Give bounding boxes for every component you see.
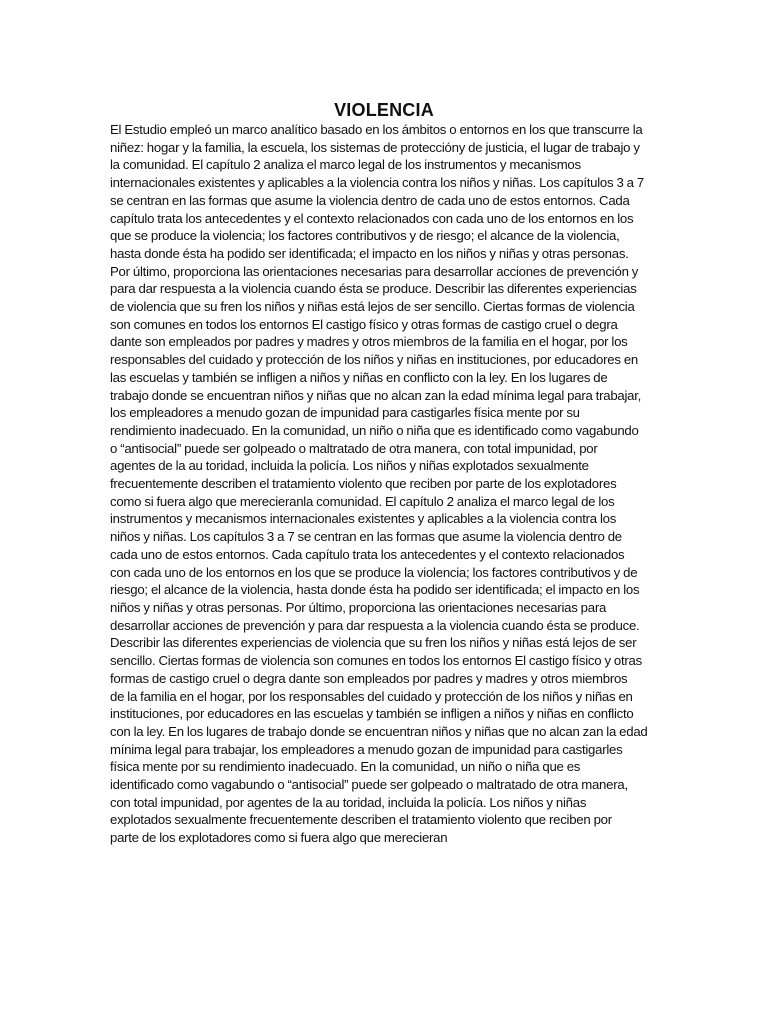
text-line: riesgo; el alcance de la violencia, hasta donde ésta ha podido ser identificada; el impacto en los <box>110 582 640 598</box>
body-paragraph <box>110 121 662 847</box>
text-line: Por último, proporciona las orientaciones necesarias para desarrollar acciones de prevención y <box>110 263 639 279</box>
text-line: frecuentemente describen el tratamiento violento que reciben por parte de los explotadores <box>110 476 617 492</box>
text-line: parte de los explotadores como si fuera algo que merecieran <box>110 830 448 846</box>
text-line: la comunidad. El capítulo 2 analiza el marco legal de los instrumentos y mecanismos <box>110 157 581 173</box>
text-line: como si fuera algo que merecieranla comunidad. El capítulo 2 analiza el marco legal de los <box>110 493 615 509</box>
text-line: son comunes en todos los entornos El castigo físico y otras formas de castigo cruel o degra <box>110 316 618 332</box>
text-line: que se produce la violencia; los factores contributivos y de riesgo; el alcance de la violencia, <box>110 228 620 244</box>
text-line: formas de castigo cruel o degra dante son empleados por padres y madres y otros miembros <box>110 670 628 686</box>
page-title: VIOLENCIA <box>334 100 434 121</box>
text-line: El Estudio empleó un marco analítico basado en los ámbitos o entornos en los que transcurre la <box>110 122 643 137</box>
text-line: instrumentos y mecanismos internacionales existentes y aplicables a la violencia contra los <box>110 511 617 527</box>
text-line: niños y niñas. Los capítulos 3 a 7 se centran en las formas que asume la violencia dentro de <box>110 529 622 545</box>
text-line: con cada uno de los entornos en los que se produce la violencia; los factores contributivos y de <box>110 564 638 580</box>
text-line: niñez: hogar y la familia, la escuela, los sistemas de protecciónу de justicia, el lugar de trabajo y <box>110 139 640 155</box>
text-line: sencillo. Ciertas formas de violencia son comunes en todos los entornos El castigo físico y otras <box>110 653 642 669</box>
text-line: identificado como vagabundo o “antisocial” puede ser golpeado o maltratado de otra manera, <box>110 777 628 793</box>
text-line: física mente por su rendimiento inadecuado. En la comunidad, un niño o niña que es <box>110 759 581 775</box>
text-line: explotados sexualmente frecuentemente describen el tratamiento violento que reciben por <box>110 812 612 828</box>
text-line: dante son empleados por padres y madres y otros miembros de la familia en el hogar, por los <box>110 334 628 350</box>
text-line: hasta donde ésta ha podido ser identificada; el impacto en los niños y niñas y otras personas. <box>110 245 629 261</box>
text-line: agentes de la au toridad, incluida la policía. Los niños y niñas explotados sexualmente <box>110 458 589 474</box>
text-line: se centran en las formas que asume la violencia dentro de cada uno de estos entornos. Cada <box>110 192 630 208</box>
text-line: trabajo donde se encuentran niños y niñas que no alcan zan la edad mínima legal para trabajar, <box>110 387 642 403</box>
text-line: mínima legal para trabajar, los empleadores a menudo gozan de impunidad para castigarles <box>110 741 623 757</box>
text-line: cada uno de estos entornos. Cada capítulo trata los antecedentes y el contexto relacionados <box>110 546 625 562</box>
text-line: rendimiento inadecuado. En la comunidad, un niño o niña que es identificado como vagabundo <box>110 422 639 438</box>
text-line: para dar respuesta a la violencia cuando ésta se produce. Describir las diferentes experiencias <box>110 281 637 297</box>
text-line: instituciones, por educadores en las escuelas y también se infligen a niños y niñas en conflicto <box>110 706 634 722</box>
text-line: las escuelas y también se infligen a niños y niñas en conflicto con la ley. En los lugares de <box>110 369 608 385</box>
text-line: con la ley. En los lugares de trabajo donde se encuentran niños y niñas que no alcan zan la edad <box>110 723 648 739</box>
text-line: responsables del cuidado y protección de los niños y niñas en instituciones, por educadores en <box>110 352 638 368</box>
text-line: de violencia que su fren los niños y niñas está lejos de ser sencillo. Ciertas formas de violencia <box>110 299 635 315</box>
text-line: o “antisocial” puede ser golpeado o maltratado de otra manera, con total impunidad, por <box>110 440 598 456</box>
text-line: Describir las diferentes experiencias de violencia que su fren los niños y niñas está lejos de ser <box>110 635 637 651</box>
text-line: los empleadores a menudo gozan de impunidad para castigarles física mente por su <box>110 405 580 421</box>
text-line: con total impunidad, por agentes de la au toridad, incluida la policía. Los niños y niñas <box>110 794 587 810</box>
text-line: capítulo trata los antecedentes y el contexto relacionados con cada uno de los entornos en los <box>110 210 634 226</box>
text-line: desarrollar acciones de prevención y para dar respuesta a la violencia cuando ésta se produce. <box>110 617 640 633</box>
text-line: internacionales existentes y aplicables a la violencia contra los niños y niñas. Los capítulos 3 a 7 <box>110 175 644 191</box>
text-line: niños y niñas y otras personas. Por último, proporciona las orientaciones necesarias para <box>110 599 607 615</box>
text-line: de la familia en el hogar, por los responsables del cuidado y protección de los niños y niñas en <box>110 688 633 704</box>
